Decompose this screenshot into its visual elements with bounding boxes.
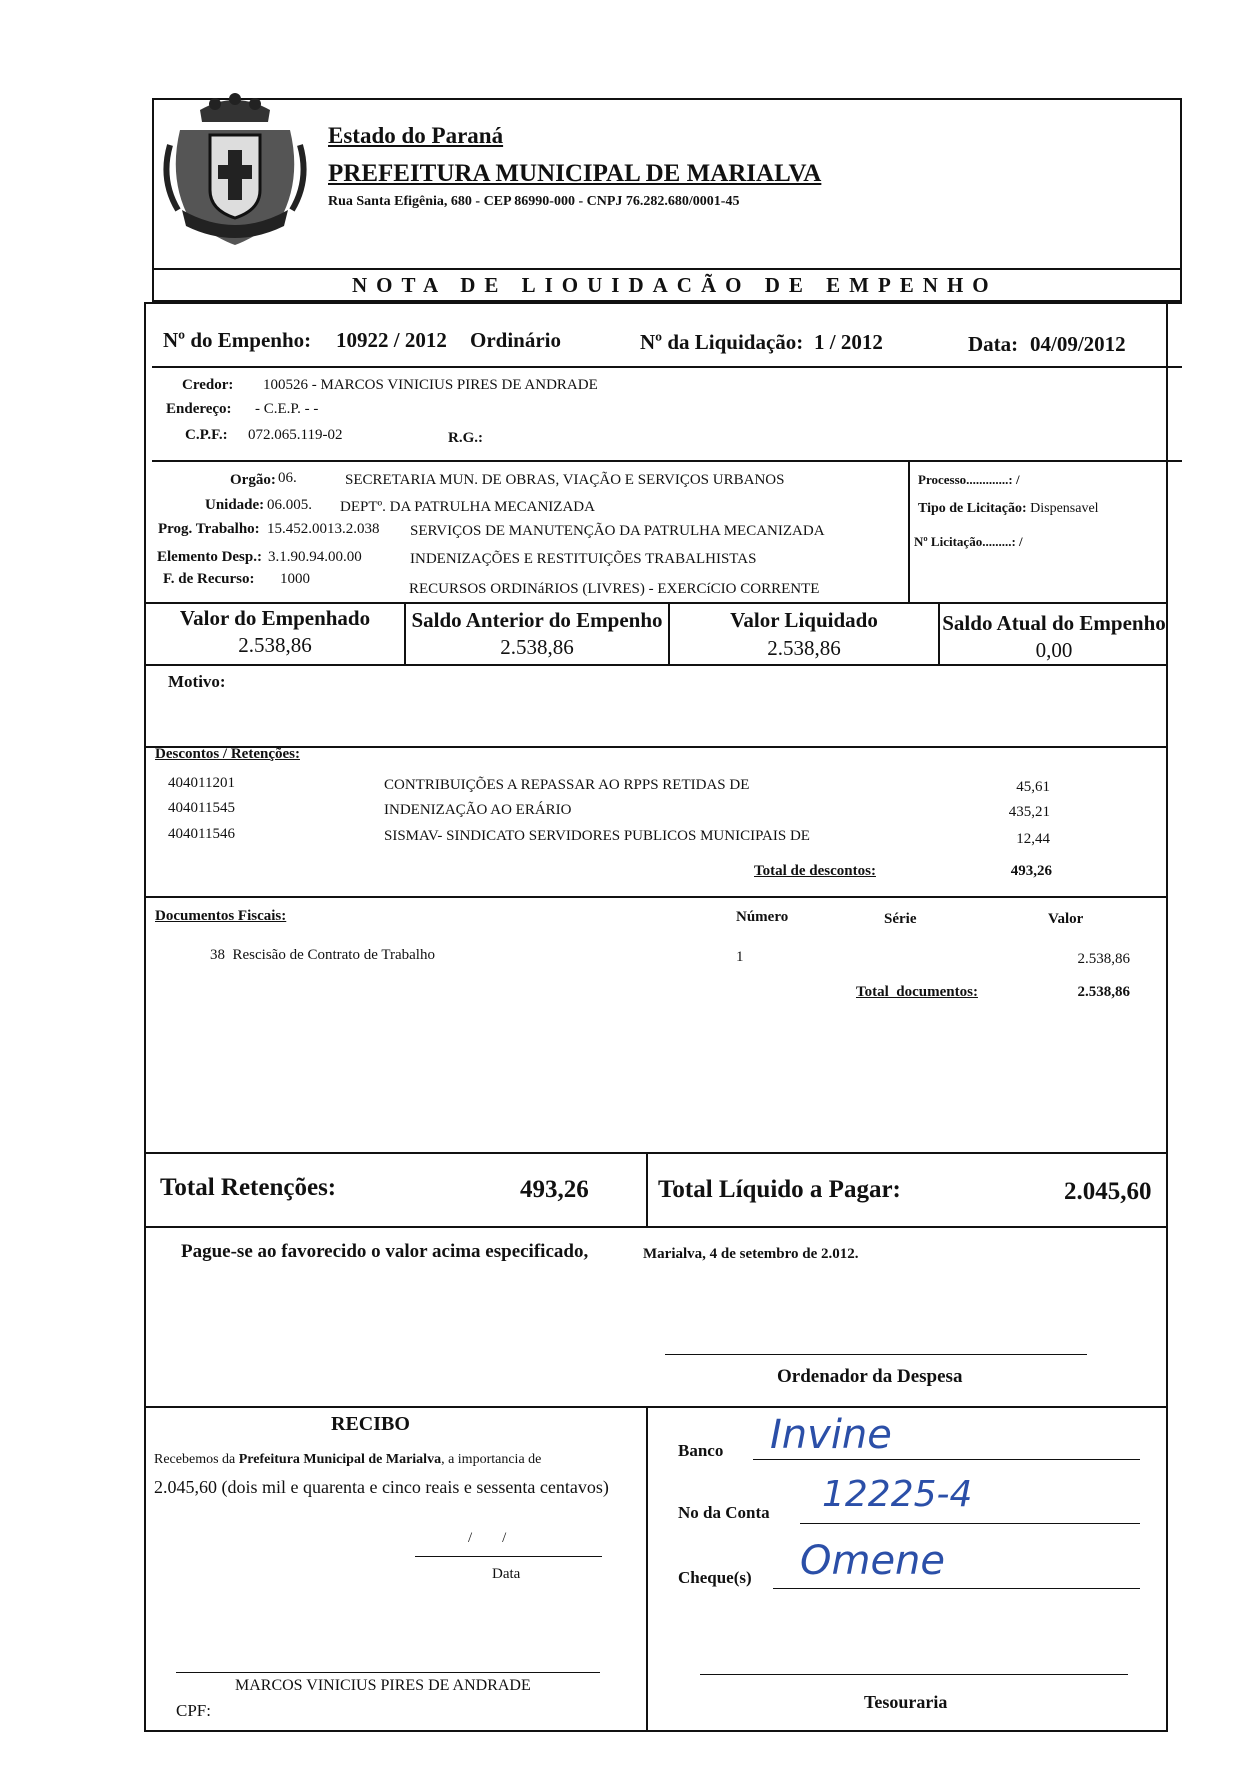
cheque-label: Cheque(s) xyxy=(678,1568,752,1587)
valor-liquidado-label: Valor Liquidado xyxy=(730,608,878,632)
unidade-code: 06.005. xyxy=(267,497,312,513)
recibo-name: MARCOS VINICIUS PIRES DE ANDRADE xyxy=(235,1677,531,1694)
recurso-name: RECURSOS ORDINáRIOS (LIVRES) - EXERCíCIO CORRENTE xyxy=(409,581,820,597)
recibo-title: RECIBO xyxy=(331,1413,410,1435)
documentos-bottom-line xyxy=(144,1152,1168,1154)
title-bottom-line xyxy=(152,302,1182,304)
recurso-label: F. de Recurso: xyxy=(163,571,255,587)
recibo-date-slashes: / / xyxy=(468,1530,507,1546)
recibo-amount-text: 2.045,60 (dois mil e quarenta e cinco reais e sessenta centavos) xyxy=(154,1477,609,1497)
documento-description: 38 Rescisão de Contrato de Trabalho xyxy=(210,947,435,963)
desconto-desc: CONTRIBUIÇÕES A REPASSAR AO RPPS RETIDAS DE xyxy=(384,777,750,793)
prog-trabalho-label: Prog. Trabalho: xyxy=(158,521,260,537)
saldo-atual-cell xyxy=(940,611,1168,663)
tesouraria-signature-line xyxy=(700,1674,1128,1675)
recibo-divider xyxy=(646,1406,648,1732)
rg-label: R.G.: xyxy=(448,430,483,446)
recurso-code: 1000 xyxy=(280,571,310,587)
desconto-value: 12,44 xyxy=(1016,831,1050,847)
empenho-type: Ordinário xyxy=(470,328,562,352)
orgao-name: SECRETARIA MUN. DE OBRAS, VIAÇÃO E SERVIÇOS URBANOS xyxy=(345,472,785,488)
licitacao-number: Nº Licitação.........: / xyxy=(914,534,1023,549)
document-title: NOTA DE LIOUIDACÃO DE EMPENHO xyxy=(352,273,998,297)
saldo-anterior-label: Saldo Anterior do Empenho xyxy=(411,608,663,632)
totals-bottom-line xyxy=(144,1226,1168,1228)
valor-empenhado-value: 2.538,86 xyxy=(238,633,312,657)
cpf-value: 072.065.119-02 xyxy=(248,427,343,443)
recibo-data-label: Data xyxy=(492,1566,521,1582)
total-retencoes-value: 493,26 xyxy=(520,1176,589,1203)
prog-trabalho-code: 15.452.0013.2.038 xyxy=(267,521,380,537)
ordenador-label: Ordenador da Despesa xyxy=(777,1366,963,1387)
conta-label: No da Conta xyxy=(678,1503,770,1522)
banco-label: Banco xyxy=(678,1441,724,1460)
recibo-date-line xyxy=(415,1556,602,1557)
valor-liquidado-value: 2.538,86 xyxy=(767,636,841,660)
endereco-label: Endereço: xyxy=(166,401,232,417)
orgao-divider xyxy=(908,460,910,602)
descontos-title: Descontos / Retenções: xyxy=(155,746,300,762)
conta-line xyxy=(800,1523,1140,1524)
recibo-text-prefix: Recebemos da xyxy=(154,1452,239,1467)
banco-handwritten: Invine xyxy=(770,1412,892,1458)
pague-se-text: Pague-se ao favorecido o valor acima especificado, xyxy=(181,1241,589,1262)
values-bottom-line xyxy=(144,664,1168,666)
desconto-code: 404011546 xyxy=(168,826,235,842)
municipality-name: PREFEITURA MUNICIPAL DE MARIALVA xyxy=(328,160,822,187)
tesouraria-label: Tesouraria xyxy=(864,1692,948,1712)
motivo-label: Motivo: xyxy=(168,672,226,691)
orgao-bottom-line xyxy=(144,602,1168,604)
saldo-anterior-value: 2.538,86 xyxy=(500,635,574,659)
orgao-code: 06. xyxy=(278,470,297,486)
valor-liquidado-cell xyxy=(670,608,938,661)
unidade-label: Unidade: xyxy=(205,497,265,513)
saldo-atual-label: Saldo Atual do Empenho xyxy=(942,611,1166,635)
recibo-text-bold: Prefeitura Municipal de Marialva xyxy=(238,1452,442,1467)
credor-value: 100526 - MARCOS VINICIUS PIRES DE ANDRADE xyxy=(263,377,598,393)
tipo-licitacao-value: Dispensavel xyxy=(1030,501,1099,516)
descontos-total: 493,26 xyxy=(1010,863,1052,879)
recibo-text-suffix: , a importancia de xyxy=(441,1452,542,1467)
tipo-licitacao xyxy=(918,501,1099,517)
date-value: 04/09/2012 xyxy=(1030,332,1126,356)
liquidacao-label: Nº da Liquidação: xyxy=(640,330,804,354)
total-liquido-value: 2.045,60 xyxy=(1064,1178,1152,1205)
payment-bottom-line xyxy=(144,1406,1168,1408)
valor-empenhado-label: Valor do Empenhado xyxy=(179,606,371,630)
banco-line xyxy=(753,1459,1140,1460)
recibo-text xyxy=(154,1452,634,1468)
date-label: Data: xyxy=(968,332,1019,356)
saldo-anterior-cell xyxy=(406,608,668,660)
documentos-total-label: Total documentos: xyxy=(856,984,978,1000)
documento-valor: 2.538,86 xyxy=(1077,951,1130,967)
ordenador-signature-line xyxy=(665,1354,1087,1355)
total-liquido-label: Total Líquido a Pagar: xyxy=(658,1176,901,1203)
cheque-handwritten: Omene xyxy=(800,1538,946,1584)
desconto-desc: INDENIZAÇÃO AO ERÁRIO xyxy=(384,802,572,818)
desconto-desc: SISMAV- SINDICATO SERVIDORES PUBLICOS MUNICIPAIS DE xyxy=(384,828,810,844)
documentos-col-valor: Valor xyxy=(1048,911,1084,927)
totals-divider xyxy=(646,1152,648,1226)
recibo-cpf-label: CPF: xyxy=(176,1701,211,1720)
documentos-col-serie: Série xyxy=(884,911,917,927)
valor-empenhado-cell xyxy=(146,606,404,658)
endereco-value: - C.E.P. - - xyxy=(255,401,319,417)
desconto-value: 435,21 xyxy=(1008,804,1050,820)
cpf-label: C.P.F.: xyxy=(185,427,228,443)
descontos-bottom-line xyxy=(144,896,1168,898)
descontos-total-label: Total de descontos: xyxy=(754,863,876,879)
municipality-address: Rua Santa Efigênia, 680 - CEP 86990-000 - CNPJ 76.282.680/0001-45 xyxy=(328,194,740,209)
liquidacao-number: 1 / 2012 xyxy=(814,330,883,354)
empenho-label: Nº do Empenho: xyxy=(163,328,312,352)
conta-handwritten: 12225-4 xyxy=(822,1474,973,1515)
elemento-name: INDENIZAÇÕES E RESTITUIÇÕES TRABALHISTAS xyxy=(410,551,757,567)
documentos-total: 2.538,86 xyxy=(1077,984,1130,1000)
credor-label: Credor: xyxy=(182,377,234,393)
saldo-atual-value: 0,00 xyxy=(1035,638,1073,662)
empenho-number: 10922 / 2012 xyxy=(336,328,447,352)
desconto-code: 404011545 xyxy=(168,800,235,816)
recibo-signature-line xyxy=(176,1672,600,1673)
municipal-crest-icon xyxy=(160,90,310,250)
elemento-label: Elemento Desp.: xyxy=(157,549,262,565)
orgao-label: Orgão: xyxy=(230,472,276,488)
documentos-col-numero: Número xyxy=(736,909,789,925)
credor-bottom-line xyxy=(152,460,1182,462)
documentos-title: Documentos Fiscais: xyxy=(155,908,287,924)
tipo-licitacao-label: Tipo de Licitação: xyxy=(918,501,1027,516)
local-data: Marialva, 4 de setembro de 2.012. xyxy=(643,1246,859,1262)
desconto-value: 45,61 xyxy=(1016,779,1050,795)
documento-numero: 1 xyxy=(736,949,744,965)
prog-trabalho-name: SERVIÇOS DE MANUTENÇÃO DA PATRULHA MECANIZADA xyxy=(410,523,825,539)
unidade-name: DEPTº. DA PATRULHA MECANIZADA xyxy=(340,499,595,515)
state-name: Estado do Paraná xyxy=(328,123,504,148)
cheque-line xyxy=(773,1588,1140,1589)
elemento-code: 3.1.90.94.00.00 xyxy=(268,549,362,565)
processo: Processo.............: / xyxy=(918,472,1020,487)
empenho-bottom-line xyxy=(152,366,1182,368)
total-retencoes-label: Total Retenções: xyxy=(160,1174,337,1201)
desconto-code: 404011201 xyxy=(168,775,235,791)
